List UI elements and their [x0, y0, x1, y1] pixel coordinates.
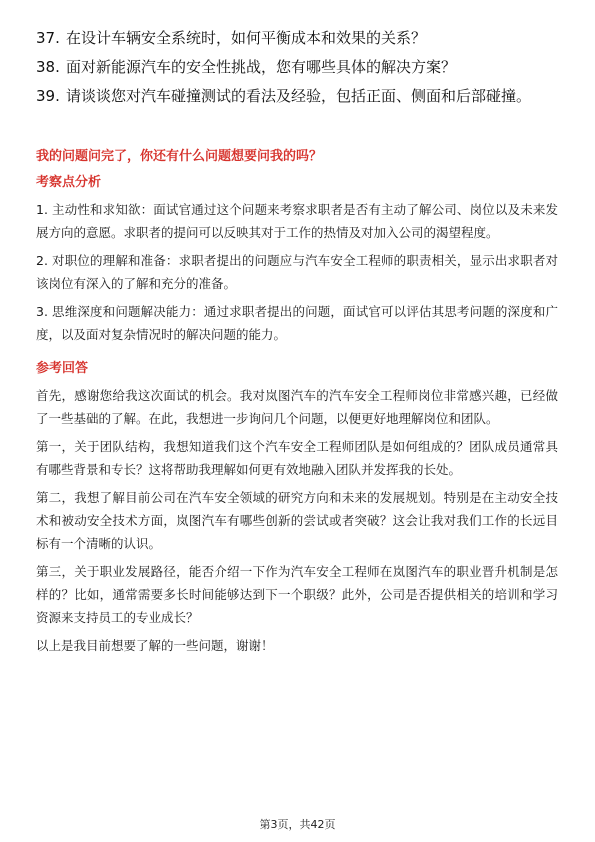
question-list: [36, 26, 566, 113]
question-number: 39.: [36, 87, 60, 105]
question-text: 面对新能源汽车的安全性挑战，您有哪些具体的解决方案？: [66, 58, 457, 76]
question-text: 在设计车辆安全系统时，如何平衡成本和效果的关系？: [66, 29, 427, 47]
question-text: 请谈谈您对汽车碰撞测试的看法及经验，包括正面、侧面和后部碰撞。: [66, 87, 532, 105]
analysis-point: 3. 思维深度和问题解决能力：通过求职者提出的问题，面试官可以评估其思考问题的深度和广度，以及面对复杂情况时的解决问题的能力。: [36, 304, 558, 342]
analysis-point: 2. 对职位的理解和准备：求职者提出的问题应与汽车安全工程师的职责相关，显示出求职者对该岗位有深入的了解和充分的准备。: [36, 253, 558, 291]
answer-paragraph: 第二，我想了解目前公司在汽车安全领域的研究方向和未来的发展规划。特别是在主动安全技术和被动安全技术方面，岚图汽车有哪些创新的尝试或者突破？这会让我对我们工作的长远目标有一个清晰的认识。: [36, 490, 558, 551]
analysis-heading: 考察点分析: [36, 175, 102, 190]
page-footer: 第3页，共42页: [259, 818, 336, 831]
question-item: [36, 55, 566, 79]
question-item: [36, 26, 566, 50]
main-content: [36, 146, 558, 659]
answer-paragraph: 第一，关于团队结构，我想知道我们这个汽车安全工程师团队是如何组成的？团队成员通常具有哪些背景和专长？这将帮助我理解如何更有效地融入团队并发挥我的长处。: [36, 439, 558, 477]
question-number: 38.: [36, 58, 60, 76]
question-heading: 我的问题问完了，你还有什么问题想要问我的吗？: [36, 149, 323, 164]
question-number: 37.: [36, 29, 60, 47]
answer-heading: 参考回答: [36, 361, 89, 376]
question-item: [36, 84, 566, 108]
answer-paragraph: 第三，关于职业发展路径，能否介绍一下作为汽车安全工程师在岚图汽车的职业晋升机制是怎样的？比如，通常需要多长时间能够达到下一个职级？此外，公司是否提供相关的培训和学习资源来支持员工的专业成长？: [36, 564, 558, 625]
analysis-point: 1. 主动性和求知欲：面试官通过这个问题来考察求职者是否有主动了解公司、岗位以及未来发展方向的意愿。求职者的提问可以反映其对于工作的热情及对加入公司的渴望程度。: [36, 202, 558, 240]
answer-paragraph: 以上是我目前想要了解的一些问题，谢谢！: [36, 638, 274, 653]
answer-paragraph: 首先，感谢您给我这次面试的机会。我对岚图汽车的汽车安全工程师岗位非常感兴趣，已经做了一些基础的了解。在此，我想进一步询问几个问题，以便更好地理解岗位和团队。: [36, 388, 558, 426]
